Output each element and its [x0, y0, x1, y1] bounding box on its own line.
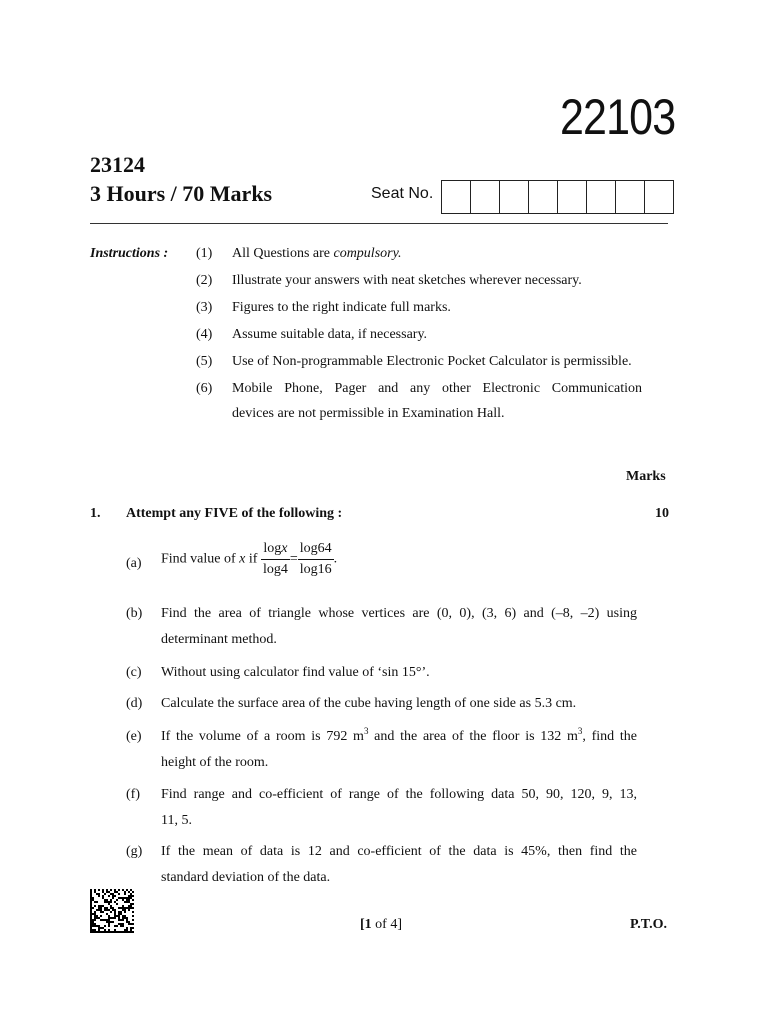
sub-question-text: If the volume of a room is 792 $m^3$ and the area of the floor is 132 $m^3$, find the height of the room. — [161, 726, 638, 770]
sub-question-label: (c) — [126, 665, 142, 680]
instruction-text: All Questions are compulsory. — [232, 246, 402, 261]
seat-number-box — [500, 181, 529, 213]
sub-question-text: Find the area of triangle whose vertices are (0, 0), (3, 6) and (–8, –2) using determinant method. — [161, 606, 637, 647]
sub-question-label: (g) — [126, 844, 143, 859]
sub-question-label: (a) — [126, 556, 142, 571]
instruction-text — [232, 381, 642, 422]
seat-number-box — [529, 181, 558, 213]
question-marks: 10 — [655, 506, 669, 521]
instruction-line: Mobile Phone, Pager and any other Electronic Communication — [232, 381, 642, 396]
seat-number-label: Seat No. — [371, 185, 434, 202]
instruction-number: (3) — [196, 300, 213, 315]
seat-number-box — [645, 181, 673, 213]
instruction-number: (2) — [196, 273, 213, 288]
subject-code: 23124 — [90, 152, 145, 177]
seat-number-box — [558, 181, 587, 213]
instruction-text: Use of Non-programmable Electronic Pocket Calculator is permissible. — [232, 354, 632, 369]
seat-number-boxes — [441, 180, 674, 214]
seat-number-box — [471, 181, 500, 213]
instruction-text: Assume suitable data, if necessary. — [232, 327, 428, 342]
marks-column-heading: Marks — [626, 469, 666, 484]
sub-question-label: (e) — [126, 729, 142, 744]
sub-question-text: Find value of x if $\frac{\log x}{\log 4}$ = $\frac{\log 64}{\log 16}$ . — [161, 541, 338, 577]
qr-code-icon — [90, 889, 134, 933]
fraction: $\frac{\log x}{\log 4}$ — [262, 541, 288, 577]
instruction-text: Illustrate your answers with neat sketches wherever necessary. — [232, 273, 582, 288]
sub-question-text: If the mean of data is 12 and co-efficient of the data is 45%, then find the standard deviation of the data. — [161, 844, 637, 885]
seat-number-box — [442, 181, 471, 213]
instruction-number: (1) — [196, 246, 213, 261]
sub-question-text: Find range and co-efficient of range of the following data 50, 90, 120, 9, 13, 11, 5. — [161, 787, 637, 828]
page-number: [1 of 4] — [360, 917, 402, 932]
please-turn-over: P.T.O. — [630, 917, 667, 932]
sub-question-text: Without using calculator find value of ‘sin 15°’. — [161, 665, 430, 680]
question-number: 1. — [90, 506, 101, 521]
sub-question-label: (b) — [126, 606, 143, 621]
instruction-number: (6) — [196, 381, 213, 396]
instruction-text: Figures to the right indicate full marks. — [232, 300, 451, 315]
sub-question-label: (d) — [126, 696, 143, 711]
instruction-number: (5) — [196, 354, 213, 369]
fraction: $\frac{\log 64}{\log 16}$ — [299, 541, 332, 577]
header-divider — [90, 223, 668, 224]
sub-question-text: Calculate the surface area of the cube having length of one side as 5.3 cm. — [161, 696, 577, 711]
sub-question-label: (f) — [126, 787, 140, 802]
duration-marks: 3 Hours / 70 Marks — [90, 181, 273, 206]
seat-number-box — [616, 181, 645, 213]
seat-number-box — [587, 181, 616, 213]
instruction-number: (4) — [196, 327, 213, 342]
paper-code: 22103 — [560, 89, 676, 145]
question-text: Attempt any FIVE of the following : — [126, 506, 343, 521]
instruction-line: devices are not permissible in Examination Hall. — [232, 406, 505, 421]
instructions-heading: Instructions : — [90, 246, 169, 261]
